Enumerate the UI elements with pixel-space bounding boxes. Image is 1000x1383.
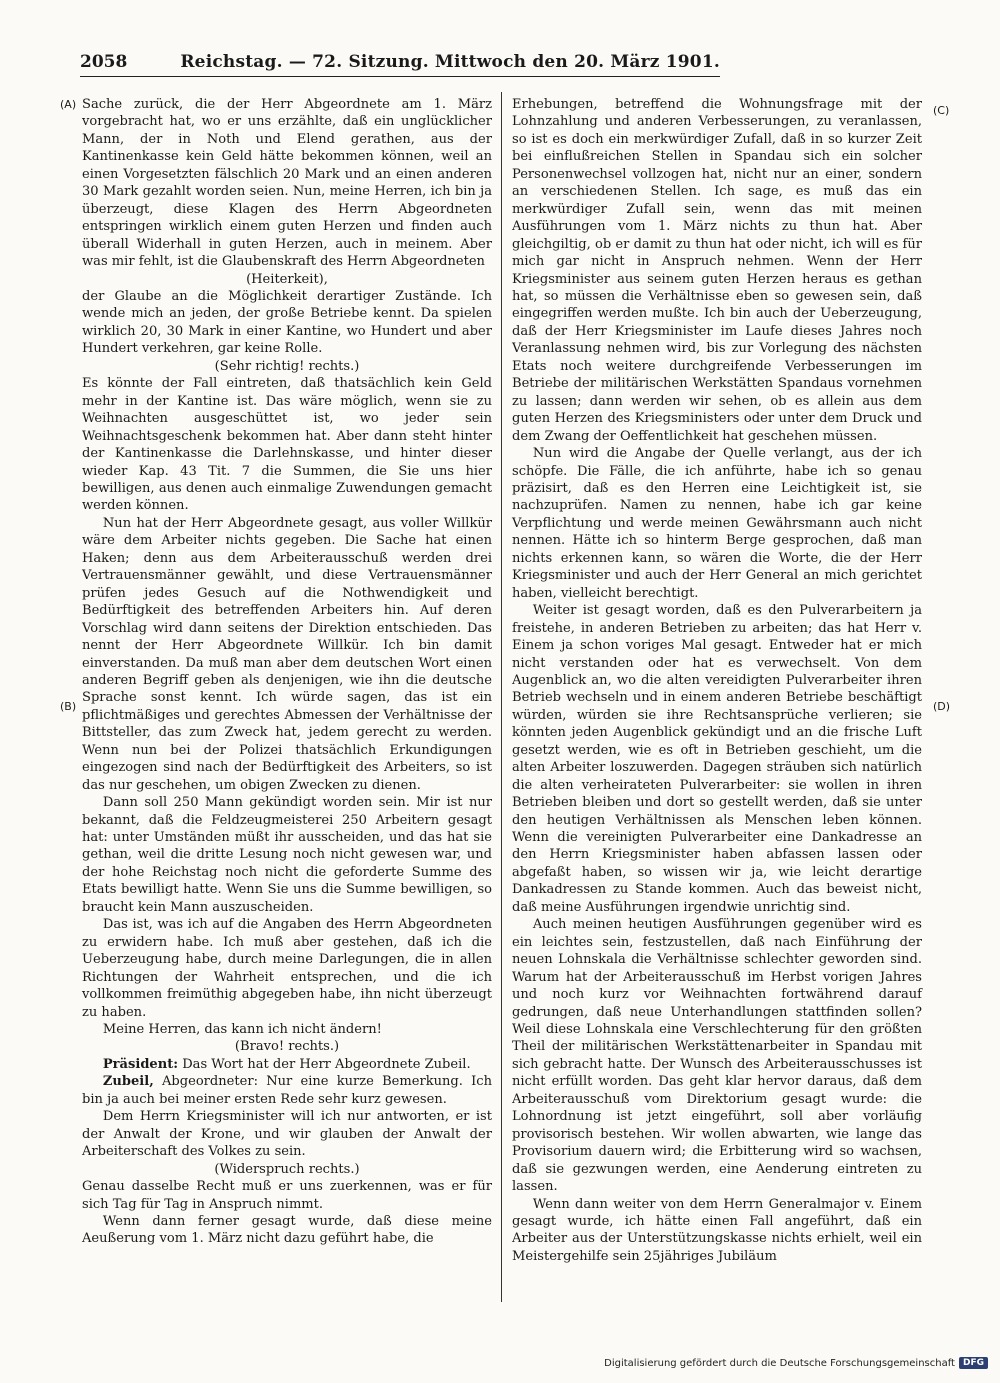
paragraph: Wenn dann weiter von dem Herrn Generalmajor v. Einem gesagt wurde, ich hätte einen Fall angeführt, daß ein Arbeiter aus der Unterstützungskasse nichts erhielt, weil ein Meistergehilfe sein 25jähriges Jubiläum — [512, 1196, 922, 1264]
dfg-logo: DFG — [959, 1357, 988, 1369]
footer-credit: Digitalisierung gefördert durch die Deutsche Forschungsgemeinschaft — [604, 1357, 955, 1369]
margin-marker-d: (D) — [933, 700, 951, 713]
paragraph: Nun hat der Herr Abgeordnete gesagt, aus voller Willkür wäre dem Arbeiter nichts gegeben. Die Sache hat einen Haken; denn aus dem Arbeiterausschuß werden drei Vertrauensmänner gewählt, und diese Vertrauensmänner prüfen jedes Gesuch auf die Nothwendigkeit und Bedürftigkeit des betreffenden Arbeiters hin. Auf deren Vorschlag wird dann seitens der Direktion entschieden. Das nennt der Herr Abgeordnete Willkür. Ich bin damit einverstanden. Da muß man aber dem deutschen Wort einen anderen Begriff geben als denjenigen, wie ihn die deutsche Sprache sonst kennt. Ich würde sagen, das ist ein pflichtmäßiges und gerechtes Abmessen der Verhältnisse der Bittsteller, das zum Zweck hat, jedem gerecht zu werden. Wenn nun bei der Polizei thatsächlich Erkundigungen eingezogen sind nach der Bedürftigkeit des Arbeiters, so ist das nur geschehen, um obigen Zwecken zu dienen. — [82, 515, 492, 793]
speaker-name: Präsident: — [102, 1056, 179, 1072]
paragraph: Dann soll 250 Mann gekündigt worden sein. Mir ist nur bekannt, daß die Feldzeugmeisterei 250 Arbeitern gesagt hat: unter Umständen müßt ihr ausscheiden, und das hat sie gethan, weil die dritte Lesung noch nicht gewesen war, und der hohe Reichstag noch nicht die geforderte Summe des Etats bewilligt hatte. Wenn Sie uns die Summe bewilligen, so braucht kein Mann auszuscheiden. — [82, 795, 492, 915]
margin-marker-a: (A) — [60, 98, 77, 111]
footer — [604, 1357, 988, 1369]
paragraph: der Glaube an die Möglichkeit derartiger Zustände. Ich wende mich an jeden, der große Betriebe kennt. Da spielen wirklich 20, 30 Mark in einer Kantine, wo Hundert und aber Hundert verkehren, gar keine Rolle. — [82, 288, 492, 357]
paragraph: Es könnte der Fall eintreten, daß thatsächlich kein Geld mehr in der Kantine ist. Das wäre möglich, wenn sie zu Weihnachten ausgeschüttet ist, wo jeder sein Weihnachtsgeschenk bekommen hat. Aber dann steht hinter der Kantinenkasse die Darlehnskasse, und hinter dieser wieder Kap. 43 Tit. 7 die Summen, die Sie uns hier bewilligen, aus denen auch einmalige Zuwendungen gemacht werden können. — [82, 376, 492, 514]
speaker-name: Zubeil, — [102, 1074, 154, 1090]
paragraph: Nun wird die Angabe der Quelle verlangt, aus der ich schöpfe. Die Fälle, die ich anführte, habe ich so genau präzisirt, daß es den Herren eine Leichtigkeit ist, sie nachzuprüfen. Namen zu nennen, habe ich gar keine Verpflichtung und werde meinen Gewährsmann auch nicht nennen. Hätte ich so hinterm Berge gesprochen, daß man nichts erkennen kann, so wären die Worte, die der Herr Kriegsminister und auch der Herr General an mich gerichtet haben, vielleicht berechtigt. — [512, 446, 922, 601]
paragraph: Weiter ist gesagt worden, daß es den Pulverarbeitern ja freistehe, in anderen Betrieben zu arbeiten; das hat Herr v. Einem ja schon voriges Mal gesagt. Entweder hat er mich nicht verstanden oder hat es verwechselt. Von dem Augenblick an, wo die alten vereidigten Pulverarbeiter ihren Betrieb wechseln und in einem anderen Betriebe beschäftigt würden, würden sie ihre Rechtsansprüche verlieren; sie könnten jeden Augenblick gekündigt und an die frische Luft gesetzt werden, wie es oft in Betrieben geschieht, um die alten Arbeiter loszuwerden. Dagegen sträuben sich natürlich die alten verheirateten Pulverarbeiter: sie wollen in ihren Betrieben bleiben und dort so gestellt werden, daß sie unter den heutigen Verhältnissen als Menschen leben können. Wenn die vereinigten Pulverarbeiter eine Dankadresse an den Herrn Kriegsminister haben abfassen lassen oder abgefaßt haben, so wissen wir ja, wie leicht derartige Dankadressen zu Stande kommen. Auch das beweist nicht, daß meine Ausführungen irgendwie unrichtig sind. — [512, 603, 922, 915]
paragraph: Präsident: Das Wort hat der Herr Abgeordnete Zubeil. — [102, 1056, 471, 1072]
paragraph: Dem Herrn Kriegsminister will ich nur antworten, er ist der Anwalt der Krone, und wir glauben der Anwalt der Arbeiterschaft des Volkes zu sein. — [82, 1109, 492, 1160]
margin-marker-b: (B) — [60, 700, 77, 713]
interjection: (Bravo! rechts.) — [234, 1039, 340, 1055]
paragraph: Meine Herren, das kann ich nicht ändern! — [102, 1022, 382, 1038]
right-column — [512, 96, 922, 1265]
left-column — [82, 96, 492, 1248]
running-header — [80, 50, 720, 77]
paragraph: Auch meinen heutigen Ausführungen gegenüber wird es ein leichtes sein, festzustellen, daß nach Einführung der neuen Lohnskala die Verhältnisse schlechter geworden sind. Warum hat der Arbeiterausschuß im Herbst vorigen Jahres und noch kurz vor Weihnachten fortwährend darauf gedrungen, daß neue Unterhandlungen stattfinden sollen? Weil diese Lohnskala eine Verschlechterung für den größten Theil der militärischen Werkstättenarbeiter in Spandau mit sich gebracht hatte. Der Wunsch des Arbeiterausschusses ist nicht erfüllt worden. Das geht klar hervor daraus, daß dem Arbeiterausschuß vom Direktorium gesagt wurde: die Lohnordnung ist jetzt eingeführt, soll aber vorläufig provisorisch bestehen. Wir wollen abwarten, wie lange das Provisorium dauern wird; die Erbitterung wird so wachsen, daß sie gezwungen werden, eine Aenderung eintreten zu lassen. — [512, 917, 922, 1195]
interjection: (Heiterkeit), — [246, 271, 328, 287]
interjection: (Sehr richtig! rechts.) — [214, 358, 360, 374]
margin-marker-c: (C) — [933, 104, 950, 117]
paragraph: Genau dasselbe Recht muß er uns zuerkennen, was er für sich Tag für Tag in Anspruch nimmt. — [82, 1179, 492, 1212]
paragraph: Erhebungen, betreffend die Wohnungsfrage mit der Lohnzahlung und anderen Verbesserungen, zu veranlassen, so ist es doch ein merkwürdiger Zufall, daß in so kurzer Zeit bei einflußreichen Stellen in Spandau sich ein solcher Personenwechsel vollzogen hat, nicht nur an einer, sondern an verschiedenen Stellen. Ich sage, es muß das ein merkwürdiger Zufall sein, wenn das mit meinen Ausführungen vom 1. März nichts zu thun hat. Aber gleichgiltig, ob er damit zu thun hat oder nicht, ich will es für mich gar nicht in Anspruch nehmen. Wenn der Herr Kriegsminister aus seinem guten Herzen heraus es gethan hat, so müssen die Verhältnisse eben so gewesen sein, daß eingegriffen werden mußte. Ich bin auch der Ueberzeugung, daß der Herr Kriegsminister im Laufe dieses Jahres noch Veranlassung nehmen wird, bis zur Vorlegung des nächsten Etats noch weitere durchgreifende Verbesserungen im Betriebe der militärischen Werkstätten Spandaus vornehmen zu lassen; dann werden wir sehen, ob es allein aus dem guten Herzen des Kriegsministers oder unter dem Druck und dem Zwang der Oeffentlichkeit hat geschehen müssen. — [512, 97, 922, 444]
paragraph: Sache zurück, die der Herr Abgeordnete am 1. März vorgebracht hat, wo er uns erzählte, daß ein unglücklicher Mann, der in Noth und Elend gerathen, aus der Kantinenkasse kein Geld hätte bekommen können, weil an einen Vorgesetzten fälschlich 20 Mark und an einen anderen 30 Mark gezahlt worden seien. Nun, meine Herren, ich bin ja überzeugt, diese Klagen des Herrn Abgeordneten entspringen wirklich einem guten Herzen und finden auch überall Widerhall in guten Herzen, auch in meinem. Aber was mir fehlt, ist die Glaubenskraft des Herrn Abgeordneten — [82, 97, 492, 270]
column-divider — [501, 92, 502, 1302]
paragraph: Das ist, was ich auf die Angaben des Herrn Abgeordneten zu erwidern habe. Ich muß aber gestehen, daß ich die Ueberzeugung habe, durch meine Darlegungen, die in allen Richtungen der Wahrheit entsprechen, und die ich vollkommen freimüthig abgegeben habe, ihn nicht überzeugt zu haben. — [82, 917, 492, 1020]
page-number: 2058 — [80, 52, 128, 72]
running-title: Reichstag. — 72. Sitzung. Mittwoch den 20. März 1901. — [180, 52, 720, 72]
interjection: (Widerspruch rechts.) — [214, 1161, 360, 1177]
paragraph: Zubeil, Abgeordneter: Nur eine kurze Bemerkung. Ich bin ja auch bei meiner ersten Rede sehr kurz gewesen. — [82, 1074, 492, 1107]
paragraph: Wenn dann ferner gesagt wurde, daß diese meine Aeußerung vom 1. März nicht dazu geführt habe, die — [82, 1214, 492, 1247]
